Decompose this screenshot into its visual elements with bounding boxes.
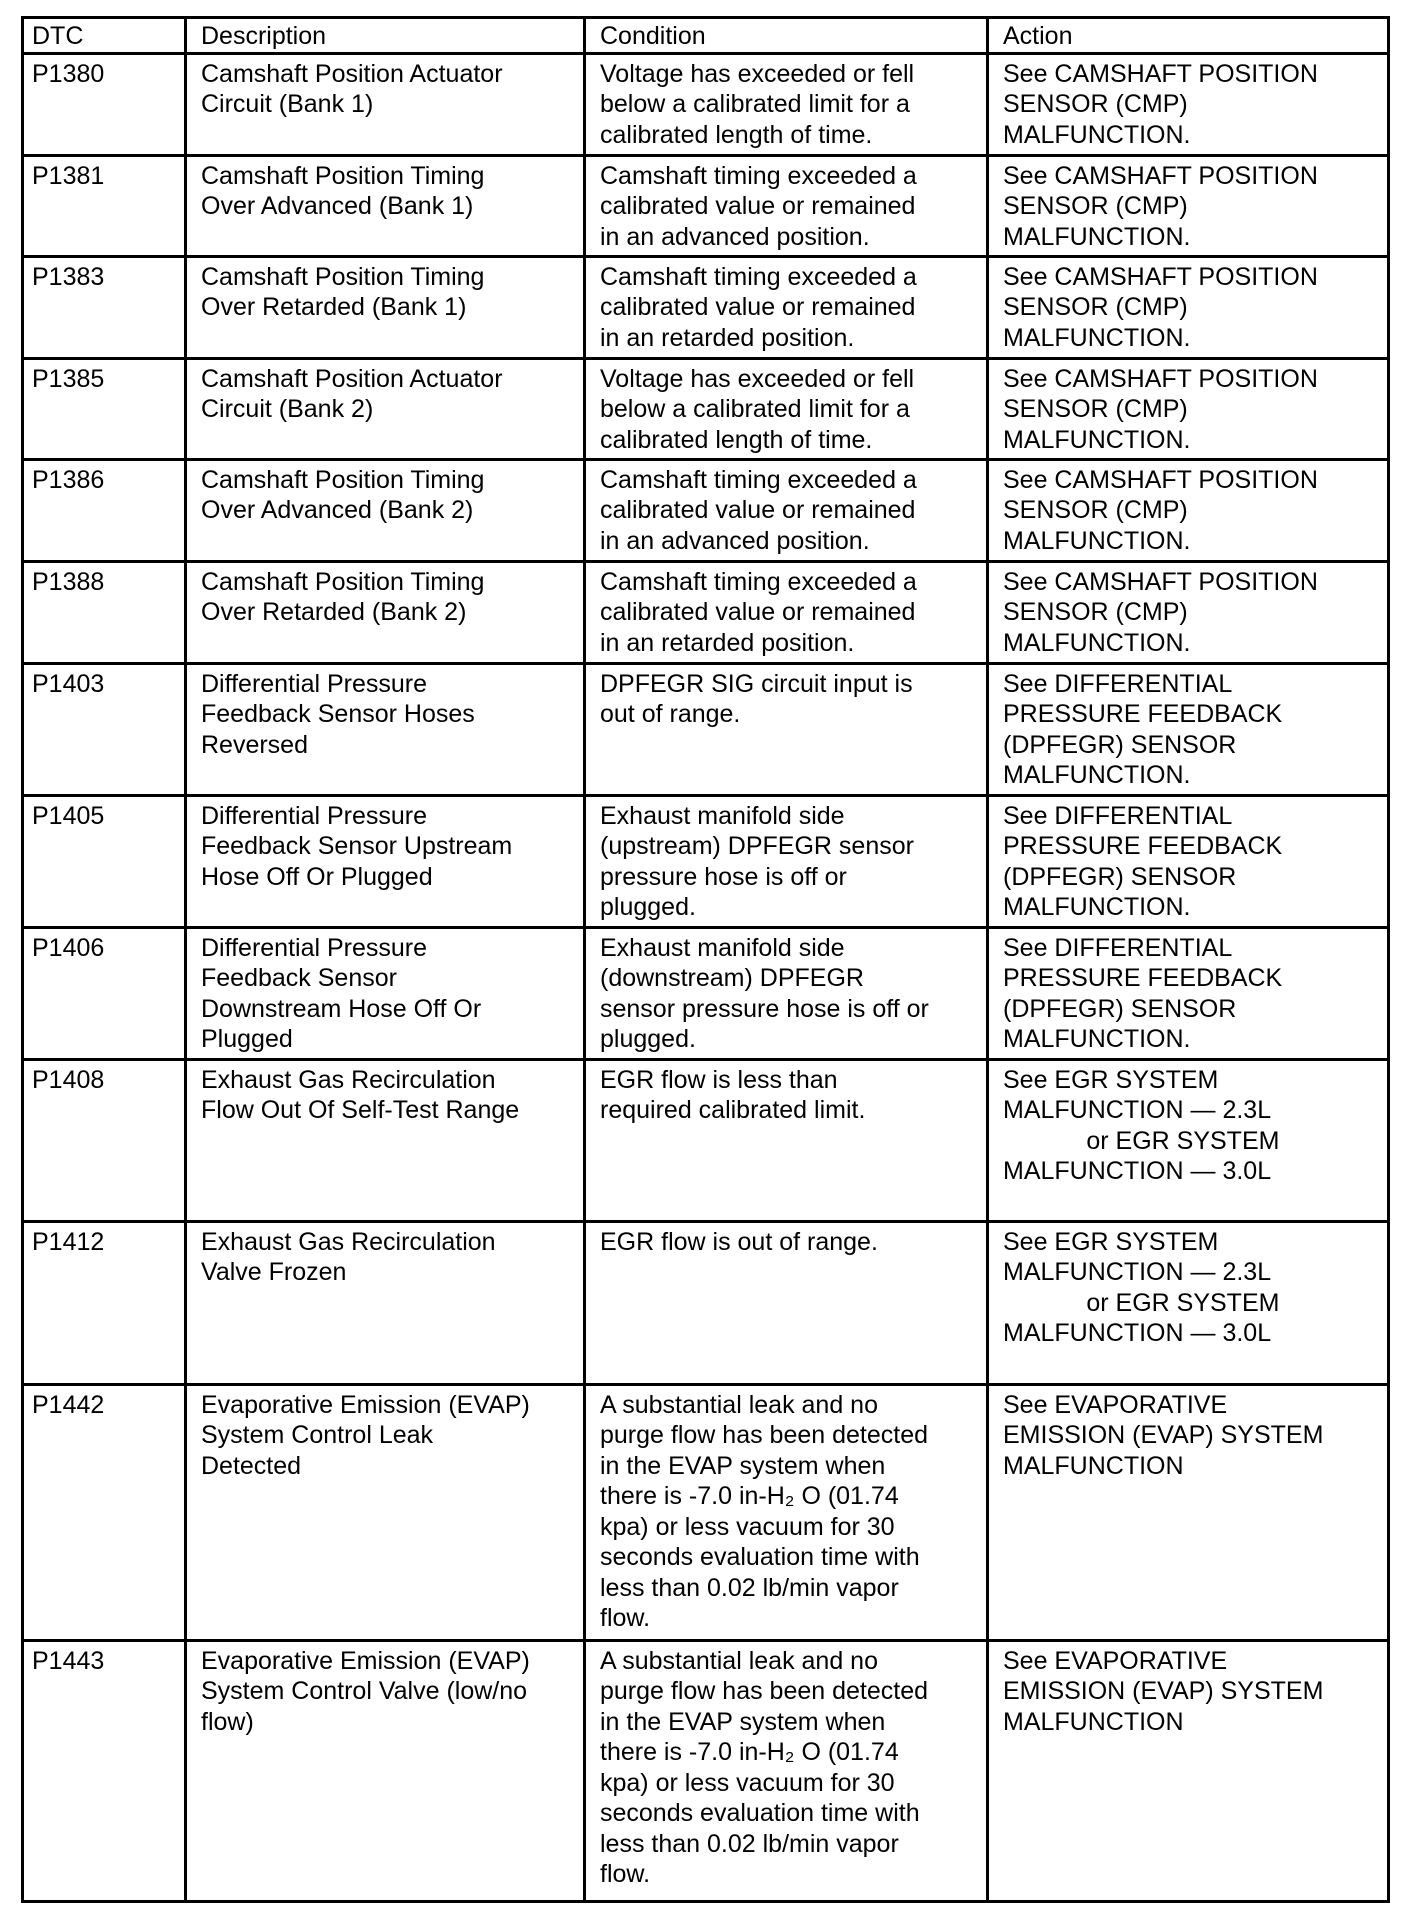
cell-condition: A substantial leak and no purge flow has been detected in the EVAP system when there is -7.0 in-H₂ O (01.74 kpa) or less vacuum for 30 seconds evaluation time with less than 0.02 lb/min vapor flow. bbox=[585, 1384, 988, 1640]
header-dtc: DTC bbox=[23, 18, 186, 54]
cell-condition: Camshaft timing exceeded a calibrated value or remained in an retarded position. bbox=[585, 256, 988, 358]
table-row bbox=[23, 53, 1389, 155]
cell-condition: DPFEGR SIG circuit input is out of range. bbox=[585, 663, 988, 795]
cell-dtc: P1383 bbox=[23, 256, 186, 358]
cell-description: Evaporative Emission (EVAP) System Control Leak Detected bbox=[186, 1384, 585, 1640]
cell-description: Evaporative Emission (EVAP) System Control Valve (low/no flow) bbox=[186, 1640, 585, 1901]
cell-condition: Exhaust manifold side (upstream) DPFEGR sensor pressure hose is off or plugged. bbox=[585, 795, 988, 927]
cell-action: See CAMSHAFT POSITION SENSOR (CMP) MALFUNCTION. bbox=[988, 459, 1389, 561]
cell-condition: EGR flow is less than required calibrated limit. bbox=[585, 1059, 988, 1221]
cell-description: Camshaft Position Actuator Circuit (Bank 2) bbox=[186, 358, 585, 459]
table-row bbox=[23, 795, 1389, 927]
cell-description: Differential Pressure Feedback Sensor Upstream Hose Off Or Plugged bbox=[186, 795, 585, 927]
table-row bbox=[23, 561, 1389, 663]
cell-description: Camshaft Position Timing Over Retarded (Bank 1) bbox=[186, 256, 585, 358]
cell-dtc: P1403 bbox=[23, 663, 186, 795]
cell-action: See CAMSHAFT POSITION SENSOR (CMP) MALFUNCTION. bbox=[988, 561, 1389, 663]
table-row bbox=[23, 927, 1389, 1059]
cell-description: Camshaft Position Timing Over Advanced (Bank 2) bbox=[186, 459, 585, 561]
cell-condition: A substantial leak and no purge flow has been detected in the EVAP system when there is -7.0 in-H₂ O (01.74 kpa) or less vacuum for 30 seconds evaluation time with less than 0.02 lb/min vapor flow. bbox=[585, 1640, 988, 1901]
cell-action: See CAMSHAFT POSITION SENSOR (CMP) MALFUNCTION. bbox=[988, 155, 1389, 256]
cell-condition: Exhaust manifold side (downstream) DPFEGR sensor pressure hose is off or plugged. bbox=[585, 927, 988, 1059]
cell-description: Differential Pressure Feedback Sensor Downstream Hose Off Or Plugged bbox=[186, 927, 585, 1059]
cell-action: See EGR SYSTEM MALFUNCTION — 2.3L or EGR SYSTEM MALFUNCTION — 3.0L bbox=[988, 1221, 1389, 1384]
cell-dtc: P1388 bbox=[23, 561, 186, 663]
cell-condition: Camshaft timing exceeded a calibrated value or remained in an advanced position. bbox=[585, 155, 988, 256]
table-row bbox=[23, 256, 1389, 358]
cell-dtc: P1381 bbox=[23, 155, 186, 256]
header-action: Action bbox=[988, 18, 1389, 54]
cell-description: Camshaft Position Timing Over Advanced (Bank 1) bbox=[186, 155, 585, 256]
header-condition: Condition bbox=[585, 18, 988, 54]
cell-condition: EGR flow is out of range. bbox=[585, 1221, 988, 1384]
table-row bbox=[23, 1384, 1389, 1640]
cell-action: See CAMSHAFT POSITION SENSOR (CMP) MALFUNCTION. bbox=[988, 256, 1389, 358]
table-row bbox=[23, 663, 1389, 795]
cell-action: See DIFFERENTIAL PRESSURE FEEDBACK (DPFEGR) SENSOR MALFUNCTION. bbox=[988, 927, 1389, 1059]
dtc-table bbox=[21, 16, 1390, 1903]
cell-description: Camshaft Position Actuator Circuit (Bank 1) bbox=[186, 53, 585, 155]
cell-description: Exhaust Gas Recirculation Flow Out Of Self-Test Range bbox=[186, 1059, 585, 1221]
table-header-row bbox=[23, 18, 1389, 54]
cell-action: See EGR SYSTEM MALFUNCTION — 2.3L or EGR SYSTEM MALFUNCTION — 3.0L bbox=[988, 1059, 1389, 1221]
cell-dtc: P1408 bbox=[23, 1059, 186, 1221]
table-row bbox=[23, 1640, 1389, 1901]
cell-dtc: P1406 bbox=[23, 927, 186, 1059]
cell-dtc: P1443 bbox=[23, 1640, 186, 1901]
cell-description: Exhaust Gas Recirculation Valve Frozen bbox=[186, 1221, 585, 1384]
cell-dtc: P1380 bbox=[23, 53, 186, 155]
cell-action: See CAMSHAFT POSITION SENSOR (CMP) MALFUNCTION. bbox=[988, 53, 1389, 155]
cell-condition: Voltage has exceeded or fell below a calibrated limit for a calibrated length of time. bbox=[585, 358, 988, 459]
cell-dtc: P1412 bbox=[23, 1221, 186, 1384]
table-row bbox=[23, 155, 1389, 256]
cell-action: See EVAPORATIVE EMISSION (EVAP) SYSTEM MALFUNCTION bbox=[988, 1640, 1389, 1901]
cell-description: Camshaft Position Timing Over Retarded (Bank 2) bbox=[186, 561, 585, 663]
cell-condition: Camshaft timing exceeded a calibrated value or remained in an retarded position. bbox=[585, 561, 988, 663]
cell-action: See CAMSHAFT POSITION SENSOR (CMP) MALFUNCTION. bbox=[988, 358, 1389, 459]
header-description: Description bbox=[186, 18, 585, 54]
cell-condition: Voltage has exceeded or fell below a calibrated limit for a calibrated length of time. bbox=[585, 53, 988, 155]
cell-action: See DIFFERENTIAL PRESSURE FEEDBACK (DPFEGR) SENSOR MALFUNCTION. bbox=[988, 795, 1389, 927]
cell-condition: Camshaft timing exceeded a calibrated value or remained in an advanced position. bbox=[585, 459, 988, 561]
cell-description: Differential Pressure Feedback Sensor Hoses Reversed bbox=[186, 663, 585, 795]
table-row bbox=[23, 1221, 1389, 1384]
cell-action: See DIFFERENTIAL PRESSURE FEEDBACK (DPFEGR) SENSOR MALFUNCTION. bbox=[988, 663, 1389, 795]
cell-action: See EVAPORATIVE EMISSION (EVAP) SYSTEM MALFUNCTION bbox=[988, 1384, 1389, 1640]
cell-dtc: P1442 bbox=[23, 1384, 186, 1640]
cell-dtc: P1405 bbox=[23, 795, 186, 927]
cell-dtc: P1386 bbox=[23, 459, 186, 561]
table-row bbox=[23, 459, 1389, 561]
table-row bbox=[23, 1059, 1389, 1221]
table-row bbox=[23, 358, 1389, 459]
cell-dtc: P1385 bbox=[23, 358, 186, 459]
